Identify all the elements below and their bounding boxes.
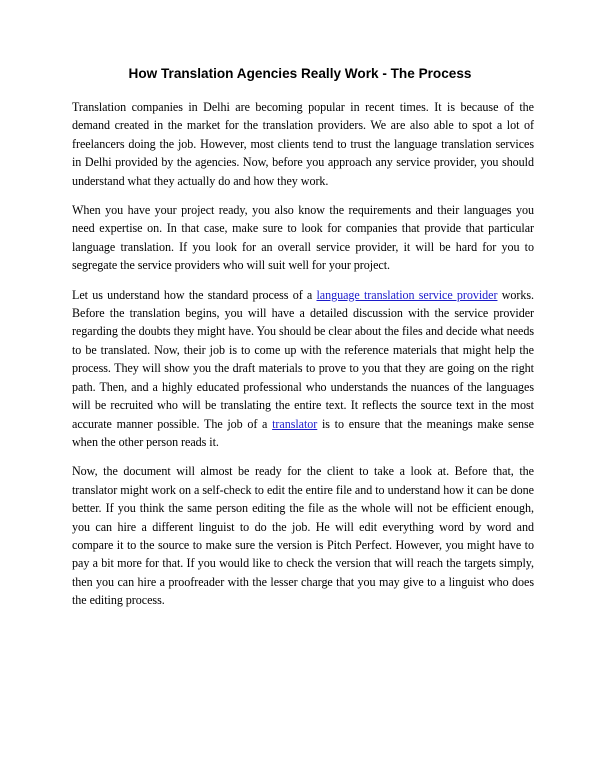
paragraph-intro: Translation companies in Delhi are becoming popular in recent times. It is because of the demand created in the market for the translation providers. We are also able to spot a lot of freelancers doing the job. However, most clients tend to trust the language translation services in Delhi provided by the agencies. Now, before you approach any service provider, you should understand what they actually do and how they work. (72, 100, 534, 188)
paragraph-process-text-3: is to ensure that the meanings make sense when the other person reads it. (72, 416, 534, 449)
paragraph-process-text-2: works. Before the translation begins, you will have a detailed discussion with the service provider regarding the doubts they might have. You should be clear about the files and decide what needs to be translated. Now, their job is to come up with the reference materials that might help the process. They will show you the draft materials to prove to you that they are going on the right path. Then, and a highly educated professional who understands the nuances of the languages will be recruited who will be translating the entire text. It reflects the source text in the most accurate manner possible. The job of a (72, 287, 535, 431)
document-title: How Translation Agencies Really Work - The Process (128, 66, 472, 81)
document-body (72, 98, 534, 621)
paragraph-project: When you have your project ready, you also know the requirements and their languages you need expertise on. In that case, make sure to look for companies that provide that particular language translation. If you look for an overall service provider, it will be hard for you to segregate the service providers who will suit well for your project. (72, 203, 534, 273)
paragraph-process-text-1: Let us understand how the standard process of a (72, 287, 317, 302)
link-translator[interactable]: translator (272, 416, 318, 431)
link-language-translation-service-provider[interactable]: language translation service provider (316, 287, 498, 302)
paragraph-review: Now, the document will almost be ready for the client to take a look at. Before that, the translator might work on a self-check to edit the entire file and to understand how it can be done better. If you think the same person editing the file as the whole will not be efficient enough, you can hire a different linguist to do the job. He will edit everything word by word and compare it to the source to make sure the version is Pitch Perfect. However, you might have to pay a bit more for that. If you would like to check the version that will reach the targets simply, then you can hire a proofreader with the lesser charge that you may give to a linguist who does the editing process. (72, 464, 534, 608)
paragraph-process (72, 286, 534, 452)
